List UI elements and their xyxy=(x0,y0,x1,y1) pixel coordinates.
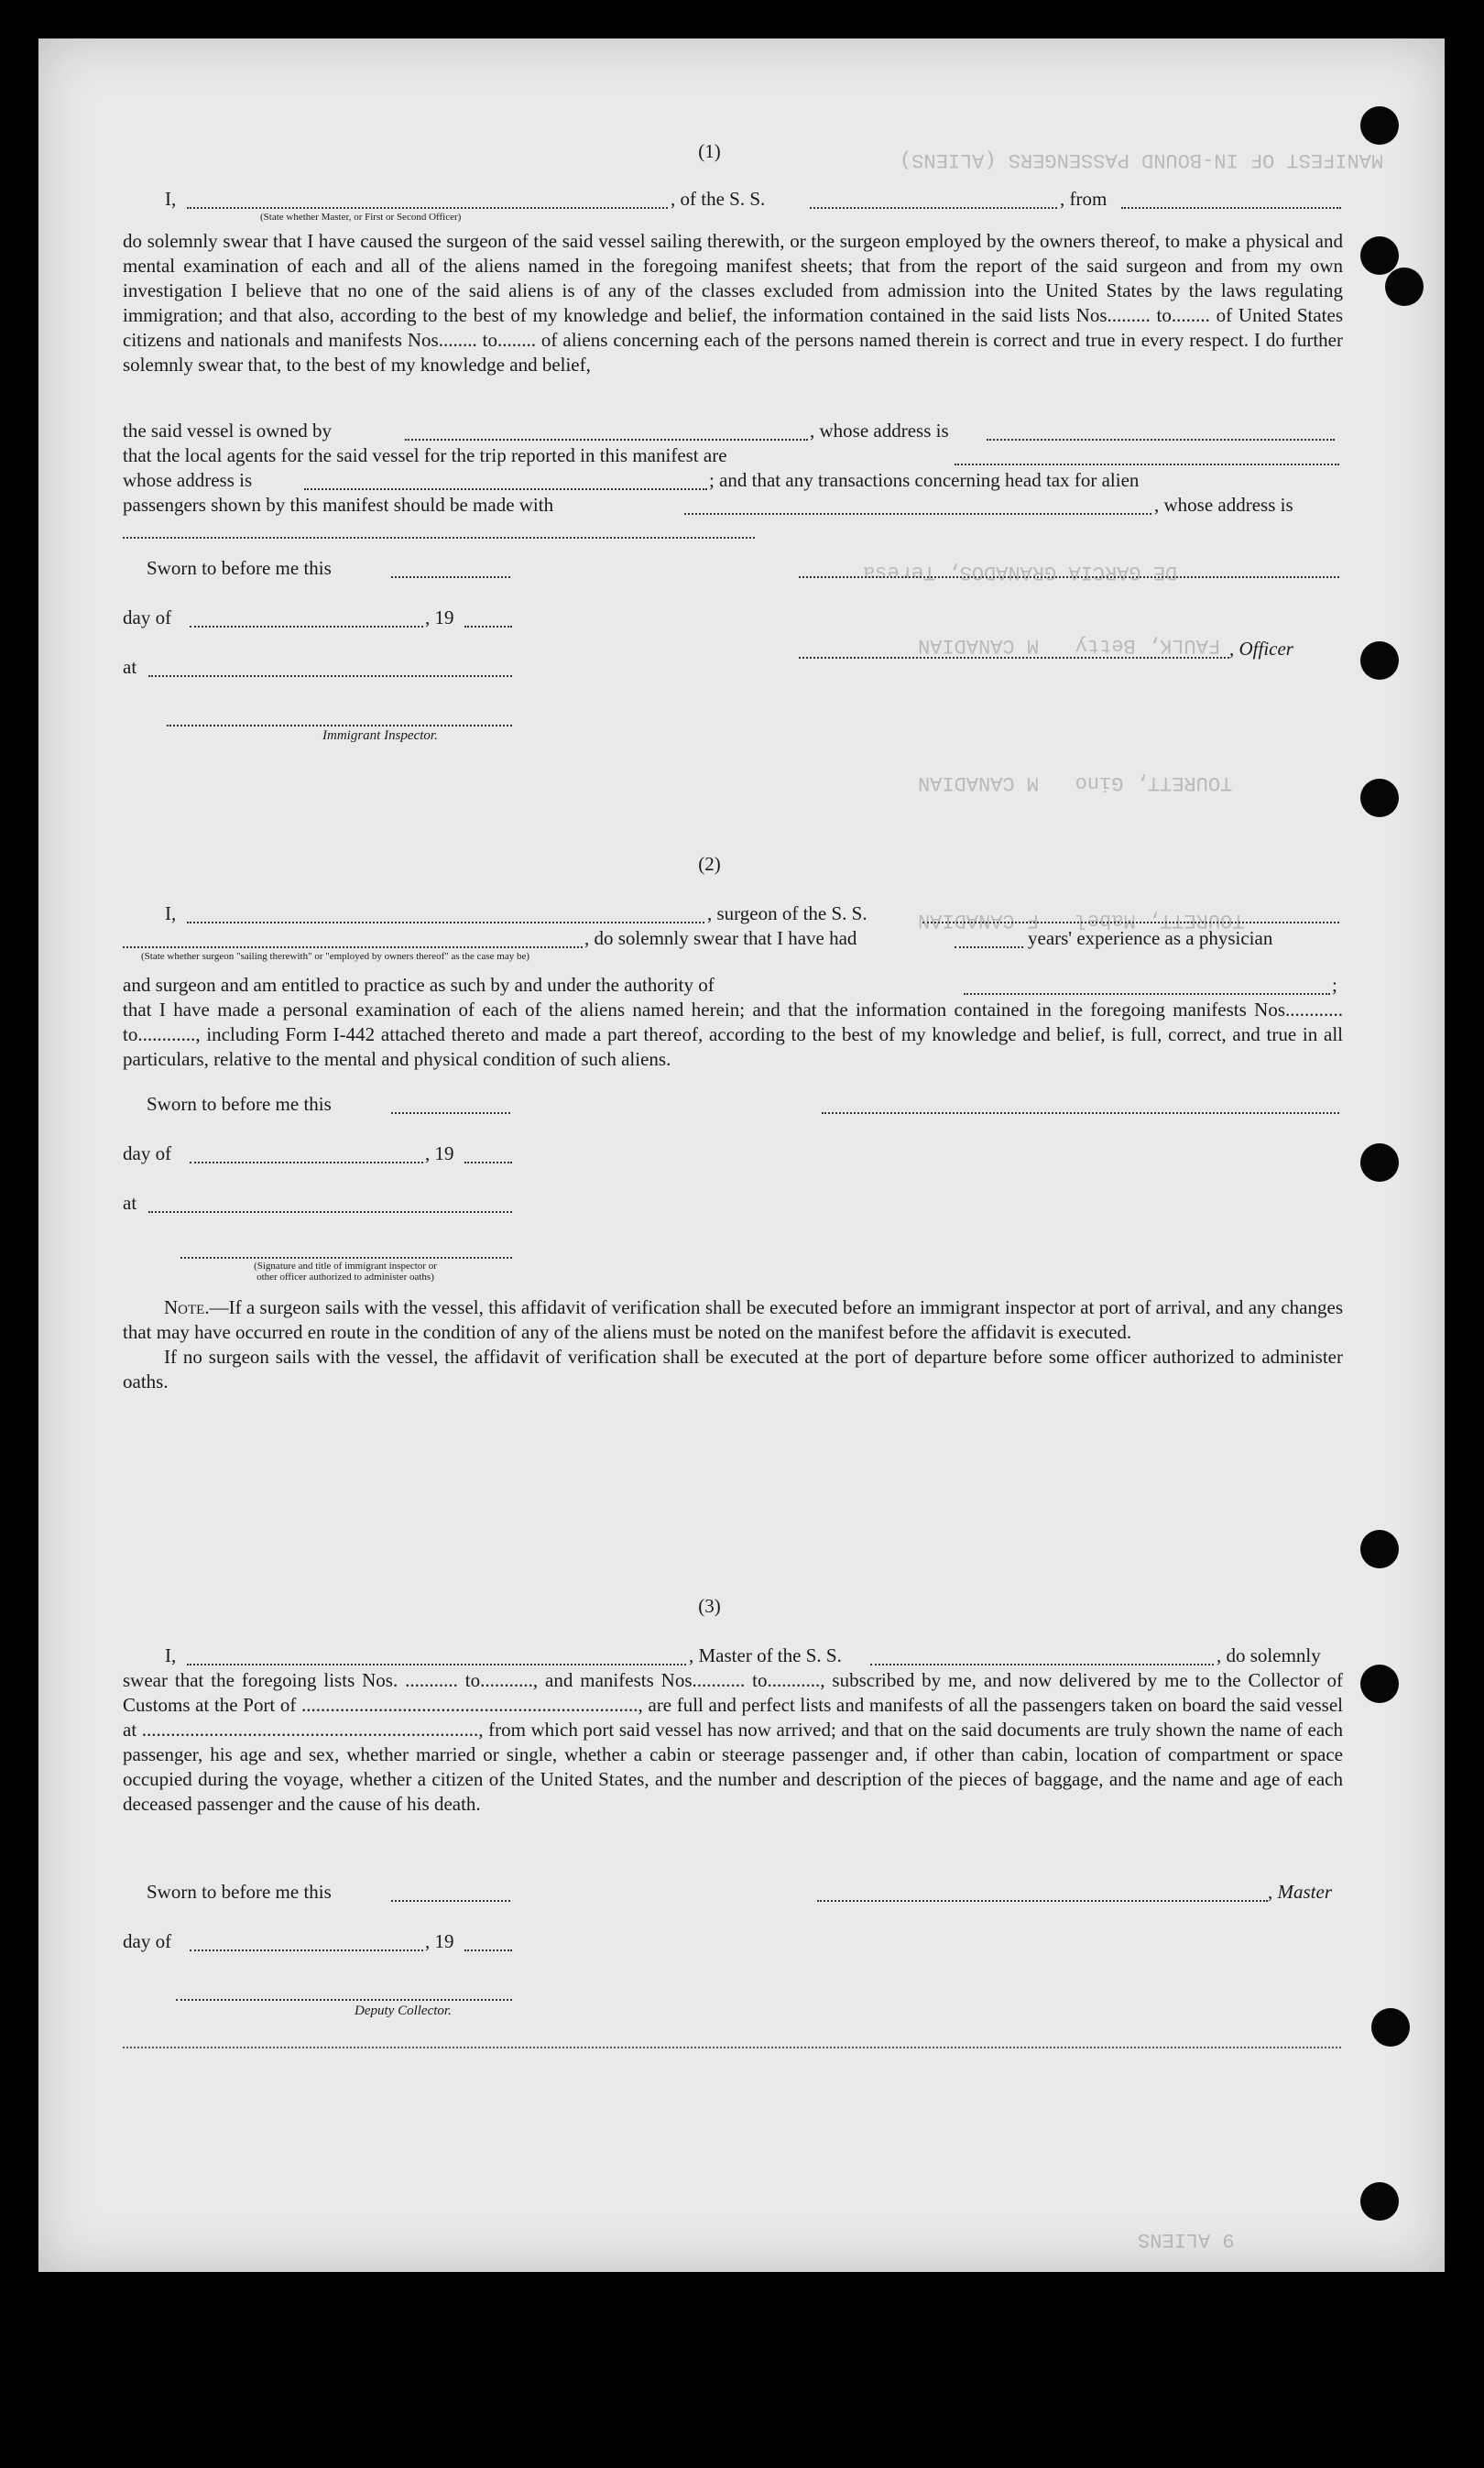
sworn-day-field-3[interactable] xyxy=(391,1885,510,1902)
head-tax-agent-field[interactable] xyxy=(684,498,1151,515)
section-1-i: I, xyxy=(165,188,177,210)
from-port-field[interactable] xyxy=(1121,192,1341,209)
owner-address-label: , whose address is xyxy=(810,420,949,442)
punch-hole xyxy=(1360,1143,1399,1182)
ship-name-field[interactable] xyxy=(810,192,1057,209)
surgeon-status-field[interactable] xyxy=(123,932,583,948)
officer-name-field[interactable] xyxy=(187,192,668,209)
section-3-body: swear that the foregoing lists Nos. ........... to..........., and manifests Nos........... to..........., subscribed by me, and now delivered by me to the Collector of Customs at the Port of ......................................................................, are full and perfect lists and manifests of all the passengers taken on board the said vessel at ......................................................................, from which port said vessel has now arrived; and that on the said documents are truly shown the name of each passenger, his age and sex, whether married or single, whether a cabin or steerage passenger and, if other than cabin, location of compartment or space occupied during the voyage, whether a citizen of the United States, and the number and description of the pieces of baggage, and the name and age of each deceased passenger and the cause of his death. xyxy=(123,1669,1343,1815)
collector-signature-field[interactable] xyxy=(176,1984,512,2001)
year-label-1: , 19 xyxy=(425,606,454,628)
sworn-label-3: Sworn to before me this xyxy=(147,1881,332,1903)
day-of-label-3: day of xyxy=(123,1930,172,1952)
bottom-divider xyxy=(123,2047,1341,2048)
punch-hole xyxy=(1385,268,1424,306)
authority-field[interactable] xyxy=(964,978,1330,995)
section-2-body: that I have made a personal examination of each of the aliens named herein; and that the information contained in the foregoing manifests Nos............ to............, including Form I-442 attached thereto and made a part thereof, according to the best of my knowledge and belief, is full, correct, and true in all particulars, relative to the mental and physical condition of such aliens. xyxy=(123,999,1343,1070)
sworn-day-field-2[interactable] xyxy=(391,1097,510,1114)
authority-label: and surgeon and am entitled to practice as such by and under the authority of xyxy=(123,974,715,996)
day-of-label-1: day of xyxy=(123,606,172,628)
local-agents-field[interactable] xyxy=(955,449,1339,465)
sworn-day-field-1[interactable] xyxy=(391,562,510,578)
section-1-number: (1) xyxy=(698,140,721,162)
master-name-field[interactable] xyxy=(187,1649,686,1665)
punch-hole xyxy=(1360,779,1399,817)
year-label-2: , 19 xyxy=(425,1142,454,1164)
year-label-3: , 19 xyxy=(425,1930,454,1952)
head-tax-label: ; and that any transactions concerning head tax for alien xyxy=(709,469,1140,491)
master-ship-field[interactable] xyxy=(870,1649,1214,1665)
inspector-label: Immigrant Inspector. xyxy=(322,728,438,743)
sworn-label-1: Sworn to before me this xyxy=(147,557,332,579)
master-label: , Master xyxy=(1268,1881,1332,1903)
collector-label: Deputy Collector. xyxy=(355,2004,452,2018)
note-text: —If a surgeon sails with the vessel, this affidavit of verification shall be executed before an immigrant inspector at port of arrival, and any changes that may have occurred en route in the condition of any of the aliens must be noted on the manifest before the affidavit is executed. xyxy=(123,1296,1343,1343)
passengers-label: passengers shown by this manifest should be made with xyxy=(123,494,554,516)
section-2-i: I, xyxy=(165,902,177,924)
year-field-3[interactable] xyxy=(464,1935,512,1951)
years-experience-field[interactable] xyxy=(955,932,1023,948)
bleed-through-text: TOURETT, Mabel F CANADIAN xyxy=(918,909,1245,932)
month-field-1[interactable] xyxy=(190,611,423,628)
punch-hole xyxy=(1360,236,1399,275)
local-agents-label: that the local agents for the said vessel for the trip reported in this manifest are xyxy=(123,444,727,466)
year-field-1[interactable] xyxy=(464,611,512,628)
owner-address-field[interactable] xyxy=(987,424,1335,441)
owned-by-label: the said vessel is owned by xyxy=(123,420,333,442)
section-1-body: do solemnly swear that I have caused the surgeon of the said vessel sailing therewith, or the surgeon employed by the owners thereof, to make a physical and mental examination of each and all of the aliens named in the foregoing manifest sheets; that from the report of the said surgeon and from my own investigation I believe that no one of the said aliens is of any of the classes excluded from admission into the United States by the laws regulating immigration; and that also, according to the best of my knowledge and belief, the information contained in the said lists Nos......... to........ of United States citizens and nationals and manifests Nos........ to........ of aliens concerning each of the persons named therein is correct and true in every respect. I do further solemnly swear that, to the best of my knowledge and belief, xyxy=(123,230,1343,376)
punch-hole xyxy=(1360,1665,1399,1703)
at-place-field-1[interactable] xyxy=(148,661,512,677)
surgeon-name-field[interactable] xyxy=(187,907,704,923)
section-3-i: I, xyxy=(165,1644,177,1666)
years-label: years' experience as a physician xyxy=(1028,927,1273,949)
bleed-through-text: 9 ALIENS xyxy=(1138,2228,1235,2251)
section-3-number: (3) xyxy=(698,1595,721,1617)
sig-caption-1: (Signature and title of immigrant inspector or xyxy=(254,1261,437,1272)
agent-address-label: whose address is xyxy=(123,469,253,491)
surgeon-caption: (State whether surgeon "sailing therewith" or "employed by owners thereof" as the case may be) xyxy=(141,951,530,962)
bleed-through-text: FAULK, Betty M CANADIAN xyxy=(918,634,1221,657)
officer-label: , Officer xyxy=(1229,638,1293,660)
head-tax-address-label: , whose address is xyxy=(1154,494,1293,516)
punch-hole xyxy=(1360,2182,1399,2221)
sig-caption-2: other officer authorized to administer oaths) xyxy=(256,1272,434,1283)
oath-officer-signature-field[interactable] xyxy=(180,1242,512,1259)
master-of-ship-label: , Master of the S. S. xyxy=(689,1644,842,1666)
day-of-label-2: day of xyxy=(123,1142,172,1164)
punch-hole xyxy=(1360,1530,1399,1568)
punch-hole xyxy=(1360,106,1399,145)
master-signature-field[interactable] xyxy=(817,1885,1268,1902)
note-label: Note. xyxy=(164,1296,210,1318)
bleed-through-text: TOURETT, Gino M CANADIAN xyxy=(918,771,1233,794)
officer-signature-field[interactable] xyxy=(799,562,1339,578)
punch-hole xyxy=(1371,2008,1410,2047)
at-label-2: at xyxy=(123,1192,137,1214)
authority-end: ; xyxy=(1332,974,1337,996)
surgeon-swear-label: , do solemnly swear that I have had xyxy=(584,927,857,949)
officer-title-field[interactable] xyxy=(799,642,1229,659)
sworn-label-2: Sworn to before me this xyxy=(147,1093,332,1115)
section-2-number: (2) xyxy=(698,853,721,875)
month-field-2[interactable] xyxy=(190,1147,423,1163)
surgeon-ship-field[interactable] xyxy=(922,907,1339,923)
solemnly-label: , do solemnly xyxy=(1217,1644,1321,1666)
head-tax-address-field[interactable] xyxy=(123,522,755,539)
punch-hole xyxy=(1360,641,1399,680)
of-ship-label: , of the S. S. xyxy=(671,188,766,210)
note-2-text: If no surgeon sails with the vessel, the affidavit of verification shall be executed at the port of departure before some officer authorized to administer oaths. xyxy=(123,1346,1343,1392)
at-label-1: at xyxy=(123,656,137,678)
note-paragraph xyxy=(123,1295,1343,1394)
owner-field[interactable] xyxy=(405,424,808,441)
officer-caption: (State whether Master, or First or Second Officer) xyxy=(260,212,462,223)
month-field-3[interactable] xyxy=(190,1935,423,1951)
document-page xyxy=(38,38,1445,2272)
year-field-2[interactable] xyxy=(464,1147,512,1163)
agent-address-field[interactable] xyxy=(304,474,707,490)
at-place-field-2[interactable] xyxy=(148,1196,512,1213)
from-label: , from xyxy=(1060,188,1108,210)
surgeon-signature-field[interactable] xyxy=(822,1097,1339,1114)
bleed-through-text: DE GARCIA GRANADOS, Teresa xyxy=(863,561,1178,584)
bleed-through-text: MANIFEST OF IN-BOUND PASSENGERS (ALIENS) xyxy=(900,148,1384,171)
surgeon-of-ship-label: , surgeon of the S. S. xyxy=(707,902,867,924)
